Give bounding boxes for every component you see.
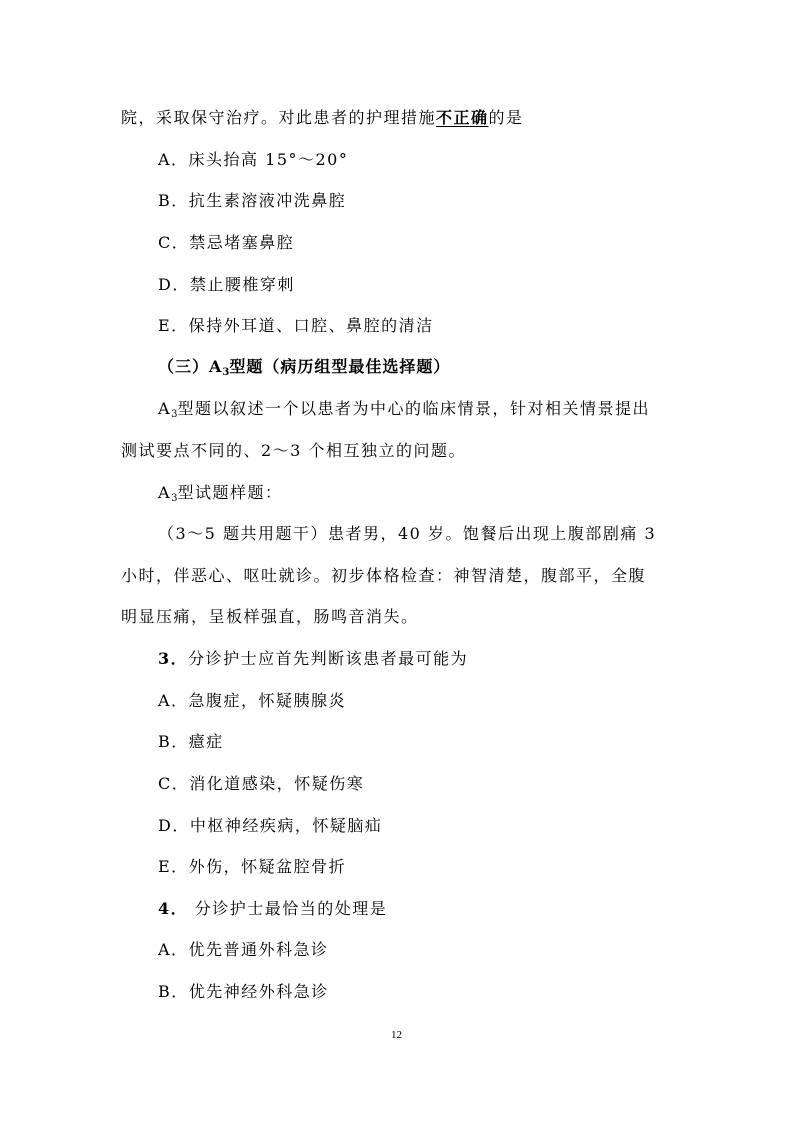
section-description-line-2: 测试要点不同的、2～3 个相互独立的问题。 [121,441,466,460]
question-3-option-c: C．消化道感染，怀疑伤寒 [158,774,365,793]
section-description-line-1: $A_3$型题以叙述一个以患者为中心的临床情景，针对相关情景提出 [158,399,650,420]
question-4-option-a: A．优先普通外科急诊 [158,940,329,959]
question-4-stem: 4． 分诊护士最恰当的处理是 [158,899,388,918]
stem-text: 院，采取保守治疗。对此患者的护理措施 [121,108,437,127]
option-a: A．床头抬高 15°～20° [158,150,349,169]
question-3-stem: 3．分诊护士应首先判断该患者最可能为 [158,649,469,668]
sample-label: $A_3$型试题样题： [158,483,283,504]
option-d: D．禁止腰椎穿刺 [158,275,295,294]
question-3-option-e: E．外伤，怀疑盆腔骨折 [158,857,347,876]
section-heading: （三）$A_3$型题（病历组型最佳选择题） [158,357,451,378]
case-text-line-1: （3～5 题共用题干）患者男，40 岁。饱餐后出现上腹部剧痛 3 [158,524,657,543]
question-3-option-d: D．中枢神经疾病，怀疑脑疝 [158,816,383,835]
option-b: B．抗生素溶液冲洗鼻腔 [158,191,347,210]
page-number: 12 [391,1029,402,1041]
option-c: C．禁忌堵塞鼻腔 [158,233,295,252]
question-4-option-b: B．优先神经外科急诊 [158,982,329,1001]
stem-text-end: 的是 [488,108,524,127]
emphasis-text: 不正确 [436,108,489,127]
case-text-line-3: 明显压痛，呈板样强直，肠鸣音消失。 [121,607,419,626]
option-e: E．保持外耳道、口腔、鼻腔的清洁 [158,316,434,335]
question-3-option-a: A．急腹症，怀疑胰腺炎 [158,691,347,710]
case-text-line-2: 小时，伴恶心、呕吐就诊。初步体格检查：神智清楚，腹部平，全腹 [121,566,647,585]
question-stem-continuation [121,107,524,129]
question-3-option-b: B．癔症 [158,732,224,751]
